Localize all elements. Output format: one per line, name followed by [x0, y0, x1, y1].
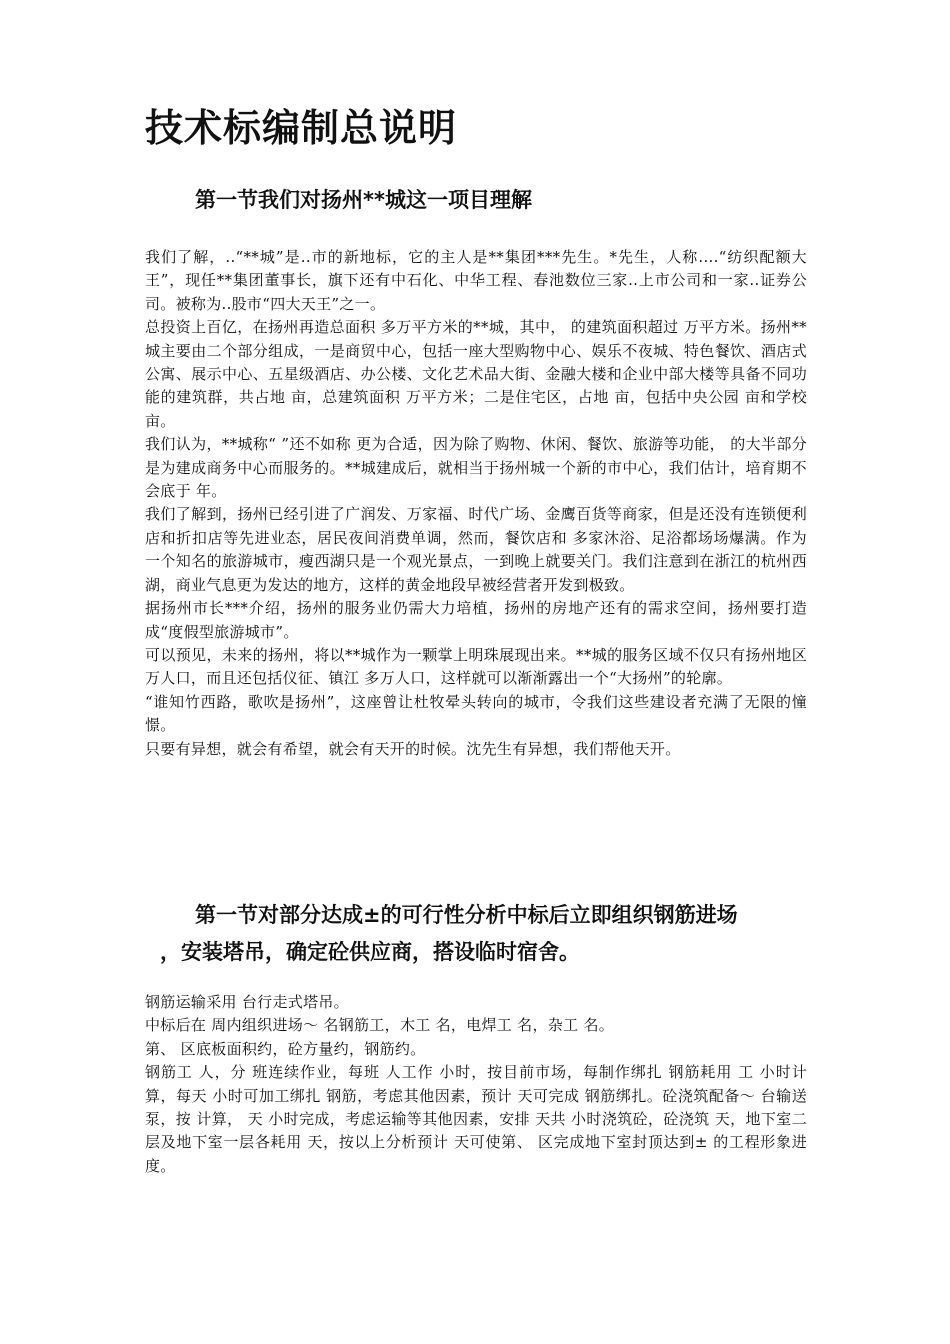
paragraph: 中标后在 周内组织进场～ 名钢筋工，木工 名，电焊工 名，杂工 名。 [145, 1016, 615, 1035]
section2-heading-line2: ，安装塔吊，确定砼供应商，搭设临时宿舍。 [160, 940, 580, 964]
paragraph: 据扬州市长***介绍，扬州的服务业仍需大力培植，扬州的房地产还有的需求空间，扬州要打造成“度假型旅游城市”。 [145, 599, 807, 641]
paragraph: 钢筋运输采用 台行走式塔吊。 [145, 993, 349, 1011]
section2-body [145, 991, 807, 1178]
section1-body [145, 246, 807, 761]
paragraph: 只要有异想，就会有希望，就会有天开的时候。沈先生有异想，我们帮他天开。 [145, 739, 681, 758]
section1-heading: 第一节我们对扬州**城这一项目理解 [195, 188, 532, 212]
paragraph: “谁知竹西路，歌吹是扬州”，这座曾让杜牧晕头转向的城市，令我们这些建设者充满了无限的憧憬。 [145, 692, 807, 735]
document-title: 技术标编制总说明 [145, 106, 458, 150]
section2-heading-line1: 第一节对部分达成±的可行性分析中标后立即组织钢筋进场 [195, 903, 738, 927]
paragraph: 我们认为，**城称“ ”还不如称 更为合适，因为除了购物、休闲、餐饮、旅游等功能， 的大半部分是为建成商务中心而服务的。**城建成后，就相当于扬州城一个新的市中心，我们估计，培育期不会底于 年。 [145, 435, 807, 501]
paragraph: 第、 区底板面积约，砼方量约，钢筋约。 [145, 1039, 426, 1058]
paragraph: 总投资上百亿，在扬州再造总面积 多万平方米的**城，其中， 的建筑面积超过 万平方米。扬州**城主要由二个部分组成，一是商贸中心，包括一座大型购物中心、娱乐不夜城、特色餐饮、酒店式公寓、展示中心、五星级酒店、办公楼、文化艺术品大街、金融大楼和企业中部大楼等具备不同功能的建筑群，共占地 亩，总建筑面积 万平方米；二是住宅区，占地 亩，包括中央公园 亩和学校 亩。 [145, 318, 807, 430]
paragraph: 钢筋工 人，分 班连续作业，每班 人工作 小时，按目前市场，每制作绑扎 钢筋耗用 工 小时计算，每天 小时可加工绑扎 钢筋，考虑其他因素，预计 天可完成 钢筋绑扎。砼浇筑配备～ 台输送泵，按 计算， 天 小时完成，考虑运输等其他因素，安排 天共 小时浇筑砼，砼浇筑 天，地下室二层及地下室一层各耗用 天，按以上分析预计 天可使第、 区完成地下室封顶达到± 的工程形象进度。 [145, 1063, 807, 1175]
paragraph: 可以预见，未来的扬州，将以**城作为一颗掌上明珠展现出来。**城的服务区域不仅只有扬州地区 万人口，而且还包括仪征、镇江 多万人口，这样就可以渐渐露出一个“大扬州”的轮廓。 [145, 645, 807, 688]
paragraph: 我们了解到，扬州已经引进了广润发、万家福、时代广场、金鹰百货等商家，但是还没有连锁便利店和折扣店等先进业态，居民夜间消费单调，然而，餐饮店和 多家沐浴、足浴都场场爆满。作为一个知名的旅游城市，瘦西湖只是一个观光景点，一到晚上就要关门。我们注意到在浙江的杭州西湖，商业气息更为发达的地方，这样的黄金地段早被经营者开发到极致。 [145, 505, 807, 594]
paragraph: 我们了解，..“**城”是..市的新地标，它的主人是**集团***先生。*先生，人称....“纺织配额大王”，现任**集团董事长，旗下还有中石化、中华工程、春池数位三家..上市公司和一家..证券公司。被称为..股市“四大天王”之一。 [145, 248, 807, 313]
